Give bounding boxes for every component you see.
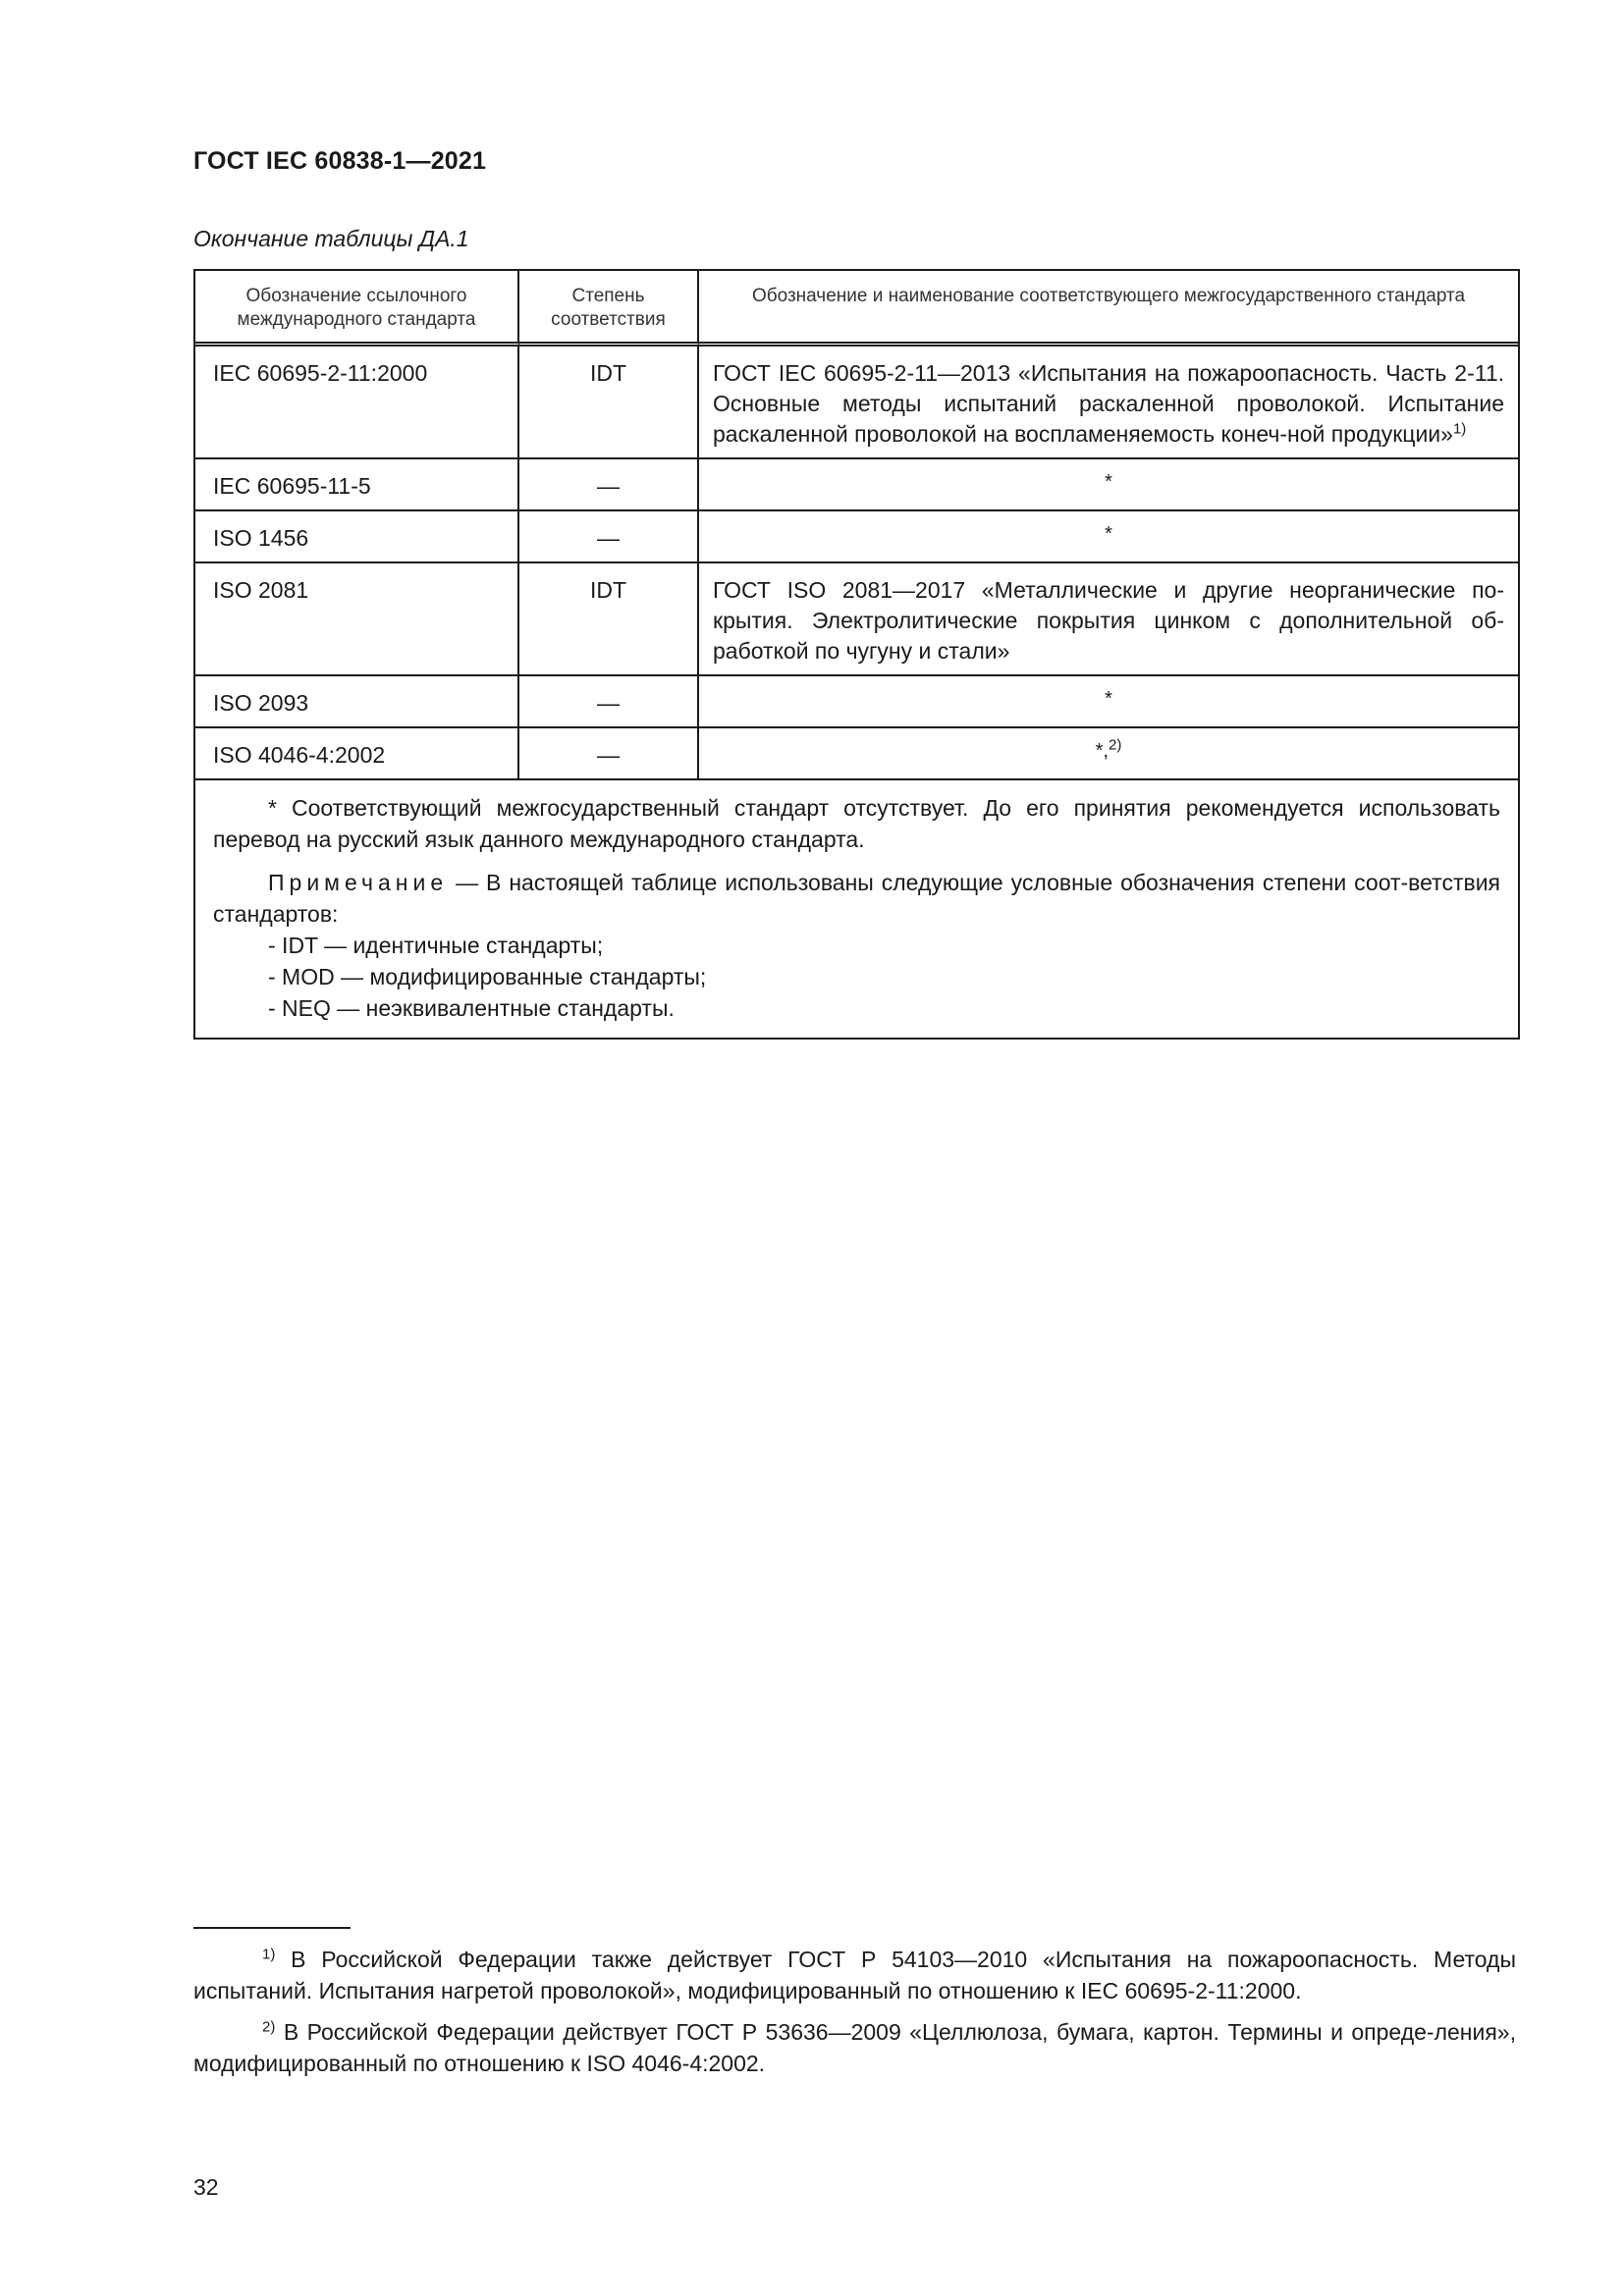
page-number: 32 <box>193 2174 219 2200</box>
column-header-degree: Степень соответствия <box>519 271 699 347</box>
reference-cell: ISO 2093 <box>195 676 519 728</box>
degree-cell: — <box>519 676 699 728</box>
reference-cell: IEC 60695-11-5 <box>195 459 519 511</box>
degree-cell: — <box>519 459 699 511</box>
note-text: — В настоящей таблице использованы следующие условные обозначения степени соот-ветствия стандартов: <box>213 870 1500 927</box>
footnote <box>193 1944 1516 2006</box>
reference-cell: ISO 4046-4:2002 <box>195 728 519 780</box>
table-row <box>195 728 1518 780</box>
table-note-row <box>195 780 1518 1038</box>
note-list-item: - IDT — идентичные стандарты; <box>268 933 604 958</box>
table-caption: Окончание таблицы ДА.1 <box>193 226 469 251</box>
standard-cell <box>699 728 1518 780</box>
reference-standards-table <box>193 269 1520 1040</box>
table-row <box>195 563 1518 676</box>
standard-cell: * <box>699 511 1518 563</box>
table-row <box>195 459 1518 511</box>
reference-cell: ISO 2081 <box>195 563 519 676</box>
table-row <box>195 347 1518 459</box>
footnote-mark: 2) <box>262 2018 276 2036</box>
standard-text: ГОСТ IEC 60695-2-11—2013 «Испытания на пожароопасность. Часть 2-11. Основные методы испытаний раскаленной проволокой. Испытание раскаленной проволокой на воспламеняемость конеч-ной продукции» <box>713 360 1504 447</box>
standard-cell: ГОСТ ISO 2081—2017 «Металлические и другие неорганические по-крытия. Электролитические покрытия цинком с дополнительной об-работкой по чугуну и стали» <box>699 563 1518 676</box>
note-list-item: - NEQ — неэквивалентные стандарты. <box>268 995 675 1021</box>
table-note <box>195 780 1518 1038</box>
footnote-mark: 1) <box>262 1946 276 1963</box>
column-header-standard: Обозначение и наименование соответствующего межгосударственного стандарта <box>699 271 1518 347</box>
standard-cell: * <box>699 676 1518 728</box>
degree-cell: — <box>519 728 699 780</box>
column-header-reference: Обозначение ссылочного международного стандарта <box>195 271 519 347</box>
footnote-text: В Российской Федерации действует ГОСТ Р 53636—2009 «Целлюлоза, бумага, картон. Термины и опреде-ления», модифицированный по отношению к ISO 4046-4:2002. <box>193 2019 1516 2076</box>
reference-cell: IEC 60695-2-11:2000 <box>195 347 519 459</box>
standard-text: *, <box>1095 740 1109 762</box>
table-header-row <box>195 271 1518 347</box>
degree-cell: IDT <box>519 347 699 459</box>
note-label: Примечание <box>268 870 449 895</box>
footnote <box>193 2016 1516 2079</box>
degree-cell: — <box>519 511 699 563</box>
note-paragraph <box>213 867 1500 930</box>
footnote-text: В Российской Федерации также действует ГОСТ Р 54103—2010 «Испытания на пожароопасность. Методы испытаний. Испытания нагретой проволокой», модифицированный по отношению к IEC 60695-2-11:2000. <box>193 1947 1516 2003</box>
footnote-mark: 2) <box>1109 736 1122 754</box>
standard-cell <box>699 347 1518 459</box>
reference-cell: ISO 1456 <box>195 511 519 563</box>
degree-cell: IDT <box>519 563 699 676</box>
table-row <box>195 676 1518 728</box>
footnote-divider <box>193 1927 351 1929</box>
footnotes <box>193 1944 1516 2089</box>
standard-cell: * <box>699 459 1518 511</box>
note-list-item: - MOD — модифицированные стандарты; <box>268 964 707 989</box>
footnote-mark: 1) <box>1452 420 1467 438</box>
document-header: ГОСТ IEC 60838-1—2021 <box>193 147 487 175</box>
asterisk-note: * Соответствующий межгосударственный стандарт отсутствует. До его принятия рекомендуется использовать перевод на русский язык данного международного стандарта. <box>213 795 1500 852</box>
table-row <box>195 511 1518 563</box>
